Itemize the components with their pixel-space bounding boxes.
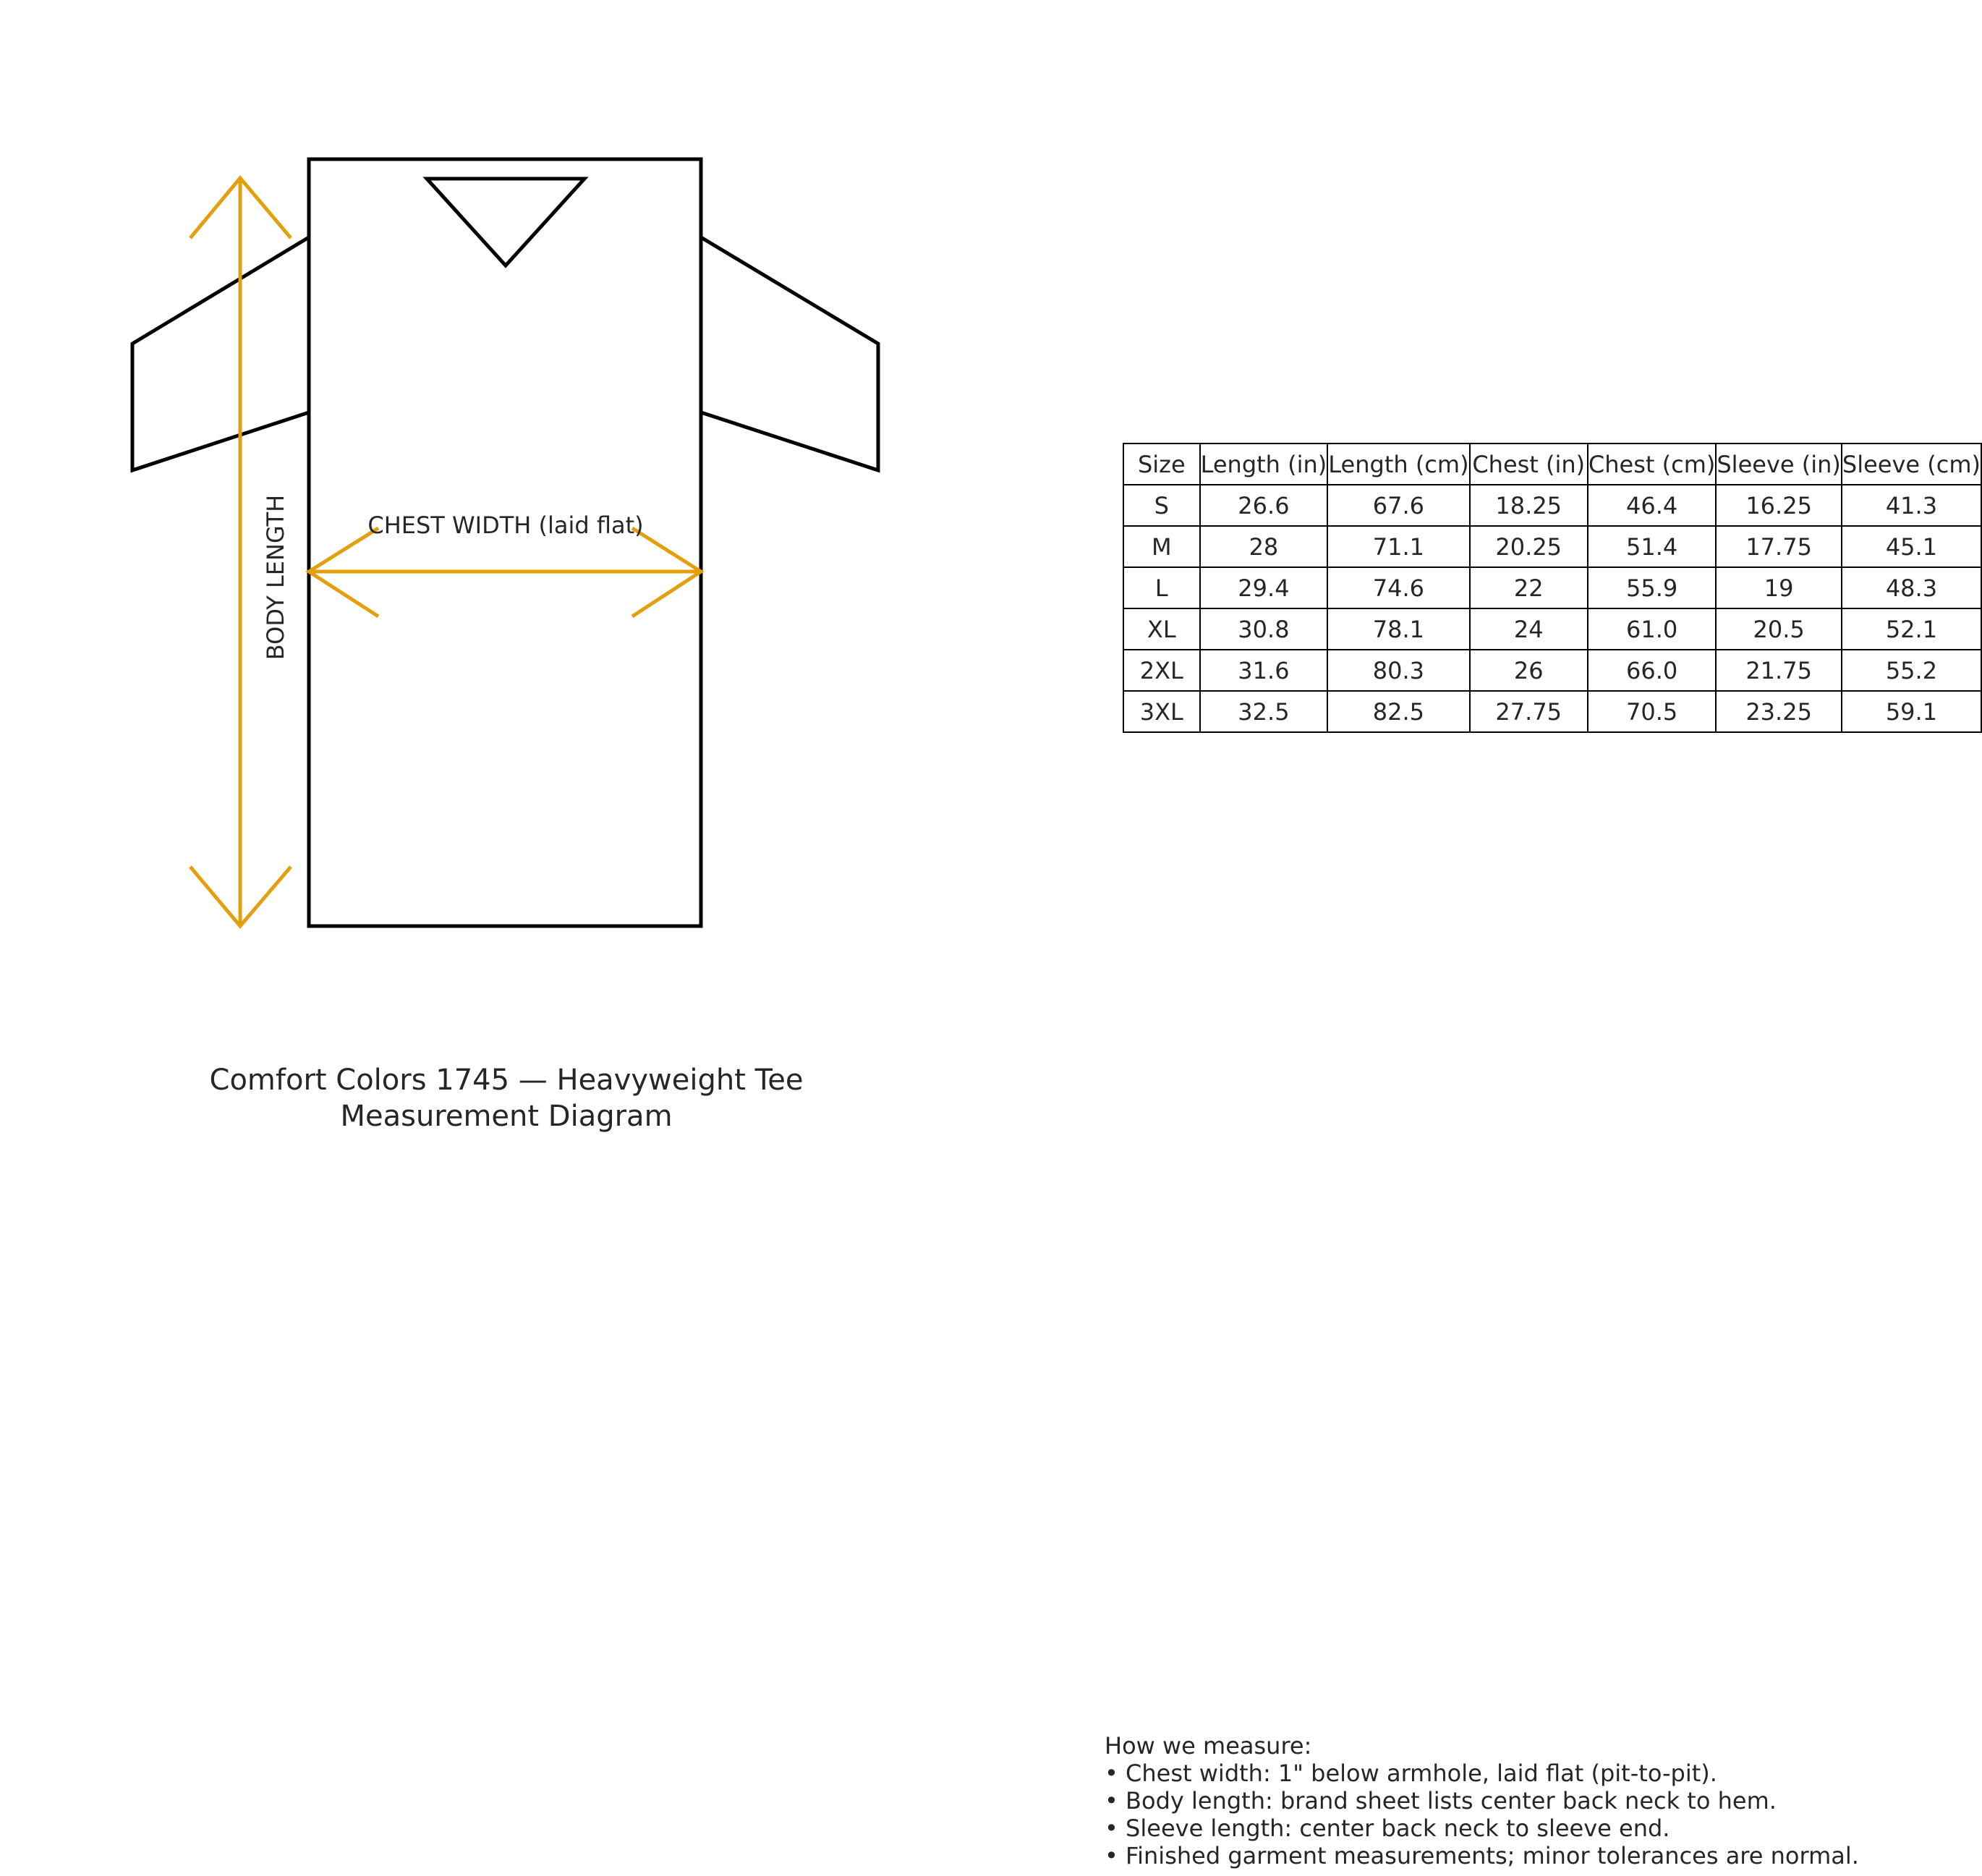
measurement-notes xyxy=(1105,1732,1859,1869)
table-cell: 32.5 xyxy=(1200,691,1328,732)
table-cell: 74.6 xyxy=(1327,567,1469,608)
table-cell: 24 xyxy=(1470,608,1588,650)
size-cell: S xyxy=(1123,485,1200,526)
table-row xyxy=(1123,567,1981,608)
table-cell: 18.25 xyxy=(1470,485,1588,526)
title-line-2: Measurement Diagram xyxy=(340,1100,673,1133)
table-cell: 17.75 xyxy=(1716,526,1842,567)
size-cell: L xyxy=(1123,567,1200,608)
table-cell: 82.5 xyxy=(1327,691,1469,732)
column-header: Length (in) xyxy=(1200,443,1328,485)
diagram-title xyxy=(145,1062,868,1134)
notes-heading: How we measure: xyxy=(1105,1732,1312,1760)
table-cell: 29.4 xyxy=(1200,567,1328,608)
table-cell: 20.25 xyxy=(1470,526,1588,567)
table-cell: 31.6 xyxy=(1200,650,1328,691)
table-cell: 27.75 xyxy=(1470,691,1588,732)
size-cell: 3XL xyxy=(1123,691,1200,732)
body-length-label: BODY LENGTH xyxy=(262,494,289,661)
table-row xyxy=(1123,608,1981,650)
column-header: Size xyxy=(1123,443,1200,485)
right-sleeve-outline xyxy=(701,237,878,470)
table-cell: 52.1 xyxy=(1842,608,1981,650)
size-cell: 2XL xyxy=(1123,650,1200,691)
table-cell: 78.1 xyxy=(1327,608,1469,650)
table-cell: 80.3 xyxy=(1327,650,1469,691)
column-header: Sleeve (cm) xyxy=(1842,443,1981,485)
table-cell: 51.4 xyxy=(1588,526,1716,567)
table-cell: 20.5 xyxy=(1716,608,1842,650)
table-cell: 22 xyxy=(1470,567,1588,608)
chest-width-label: CHEST WIDTH (laid flat) xyxy=(367,512,644,539)
size-cell: M xyxy=(1123,526,1200,567)
tee-diagram xyxy=(0,0,940,1013)
table-cell: 55.9 xyxy=(1588,567,1716,608)
column-header: Length (cm) xyxy=(1327,443,1469,485)
table-cell: 55.2 xyxy=(1842,650,1981,691)
notes-item: • Sleeve length: center back neck to sleeve end. xyxy=(1105,1815,1670,1842)
table-cell: 48.3 xyxy=(1842,567,1981,608)
column-header: Chest (in) xyxy=(1470,443,1588,485)
column-header: Chest (cm) xyxy=(1588,443,1716,485)
table-row xyxy=(1123,526,1981,567)
table-cell: 23.25 xyxy=(1716,691,1842,732)
table-row xyxy=(1123,650,1981,691)
table-cell: 45.1 xyxy=(1842,526,1981,567)
table-cell: 26.6 xyxy=(1200,485,1328,526)
table-cell: 71.1 xyxy=(1327,526,1469,567)
table-cell: 59.1 xyxy=(1842,691,1981,732)
table-cell: 61.0 xyxy=(1588,608,1716,650)
table-row xyxy=(1123,691,1981,732)
left-sleeve-outline xyxy=(132,237,309,470)
tee-body-outline xyxy=(309,159,701,926)
notes-item: • Body length: brand sheet lists center back neck to hem. xyxy=(1105,1787,1777,1815)
size-chart-table xyxy=(1123,443,1982,733)
size-cell: XL xyxy=(1123,608,1200,650)
table-cell: 30.8 xyxy=(1200,608,1328,650)
table-header-row xyxy=(1123,443,1981,485)
table-cell: 28 xyxy=(1200,526,1328,567)
table-cell: 70.5 xyxy=(1588,691,1716,732)
title-line-1: Comfort Colors 1745 — Heavyweight Tee xyxy=(209,1064,804,1097)
table-cell: 67.6 xyxy=(1327,485,1469,526)
table-cell: 19 xyxy=(1716,567,1842,608)
table-row xyxy=(1123,485,1981,526)
table-cell: 41.3 xyxy=(1842,485,1981,526)
table-cell: 66.0 xyxy=(1588,650,1716,691)
chest-width-arrow xyxy=(309,528,701,616)
table-cell: 26 xyxy=(1470,650,1588,691)
table-cell: 46.4 xyxy=(1588,485,1716,526)
notes-item: • Chest width: 1" below armhole, laid flat (pit-to-pit). xyxy=(1105,1760,1717,1787)
column-header: Sleeve (in) xyxy=(1716,443,1842,485)
neckline-shape xyxy=(427,179,584,266)
notes-item: • Finished garment measurements; minor tolerances are normal. xyxy=(1105,1842,1859,1869)
table-cell: 21.75 xyxy=(1716,650,1842,691)
table-cell: 16.25 xyxy=(1716,485,1842,526)
